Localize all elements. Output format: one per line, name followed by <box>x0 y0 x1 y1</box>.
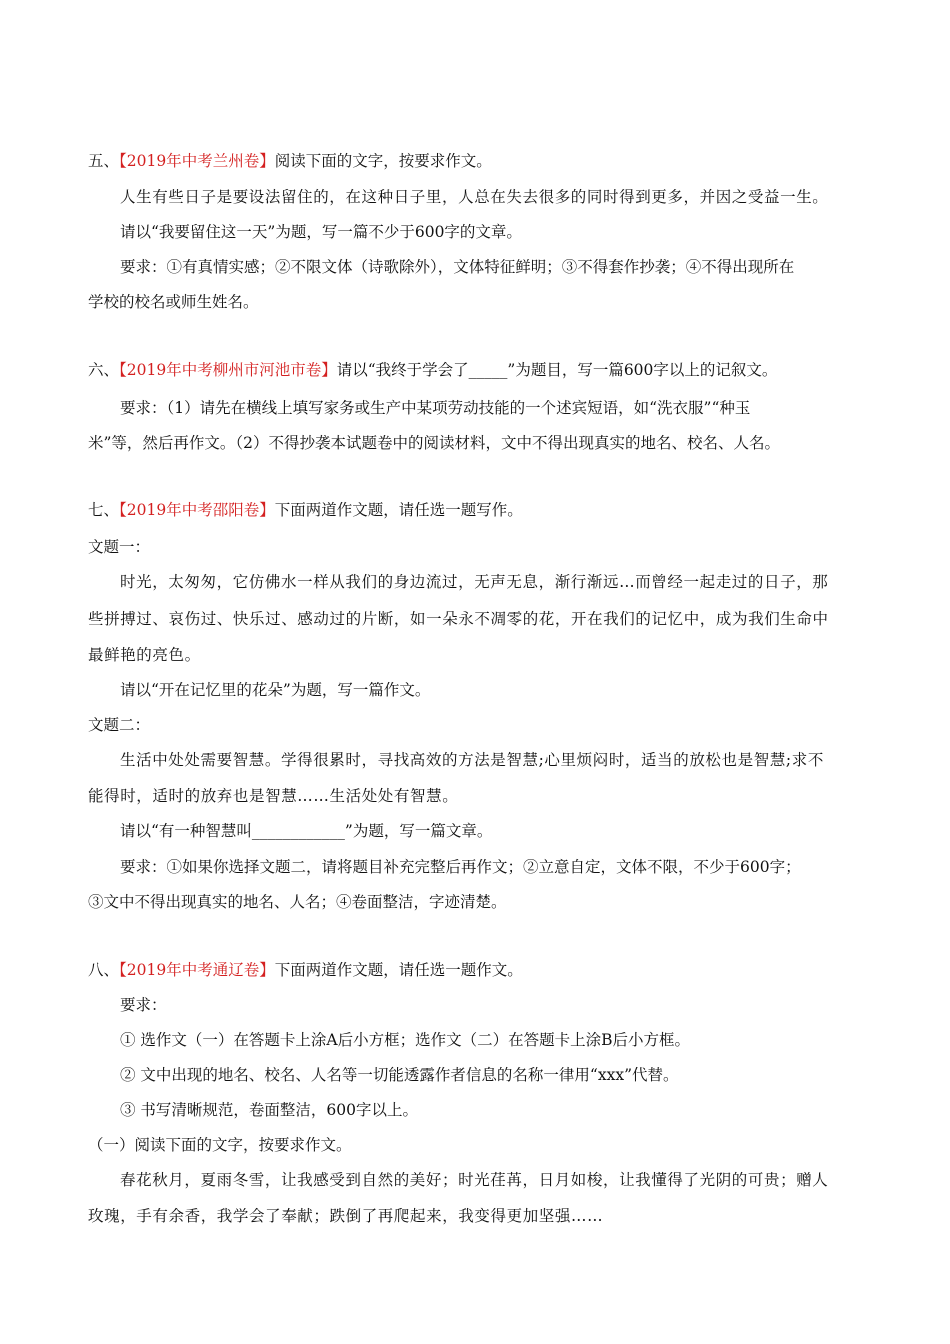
question-6-heading <box>88 360 777 380</box>
requirements-continued: ③文中不得出现真实的地名、人名；④卷面整洁，字迹清楚。 <box>88 893 507 911</box>
sub-topic-1-material-continued: 玫瑰，手有余香，我学会了奉献；跌倒了再爬起来，我变得更加坚强…… <box>88 1207 604 1225</box>
question-8-heading <box>88 960 523 980</box>
question-number: 八、 <box>88 961 120 979</box>
exam-source: 【2019年中考邵阳卷】 <box>119 501 275 519</box>
topic-2-label: 文题二： <box>88 716 151 734</box>
exam-source: 【2019年中考柳州市河池市卷】 <box>119 361 337 379</box>
question-instruction: 下面两道作文题，请任选一题写作。 <box>274 501 523 519</box>
topic-1-material-end: 最鲜艳的亮色。 <box>88 646 201 664</box>
question-7-heading <box>88 500 523 520</box>
topic-2-material: 生活中处处需要智慧。学得很累时，寻找高效的方法是智慧;心里烦闷时，适当的放松也是智慧;求不 <box>120 751 824 769</box>
sub-topic-1-material: 春花秋月，夏雨冬雪，让我感受到自然的美好；时光荏苒，日月如梭，让我懂得了光阴的可贵；赠人 <box>120 1171 829 1189</box>
question-number: 六、 <box>88 361 120 379</box>
topic-1-material: 时光，太匆匆，它仿佛水一样从我们的身边流过，无声无息，渐行渐远…而曾经一起走过的日子，那 <box>120 573 829 591</box>
requirement-1: ① 选作文（一）在答题卡上涂A后小方框；选作文（二）在答题卡上涂B后小方框。 <box>120 1031 691 1049</box>
requirements-continued: 学校的校名或师生姓名。 <box>88 293 259 311</box>
requirement-2: ② 文中出现的地名、校名、人名等一切能透露作者信息的名称一律用“xxx”代替。 <box>120 1066 679 1084</box>
topic-2-material-continued: 能得时，适时的放弃也是智慧……生活处处有智慧。 <box>88 787 459 805</box>
topic-1-material-continued: 些拼搏过、哀伤过、快乐过、感动过的片断，如一朵永不凋零的花，开在我们的记忆中，成为我们生命中 <box>88 610 829 628</box>
question-5-heading <box>88 151 492 171</box>
question-number: 七、 <box>88 501 120 519</box>
exam-source: 【2019年中考通辽卷】 <box>119 961 275 979</box>
exam-source: 【2019年中考兰州卷】 <box>119 152 275 170</box>
writing-task: 请以“我要留住这一天”为题，写一篇不少于600字的文章。 <box>120 223 522 241</box>
question-number: 五、 <box>88 152 120 170</box>
topic-1-task: 请以“开在记忆里的花朵”为题，写一篇作文。 <box>120 681 431 699</box>
question-instruction: 下面两道作文题，请任选一题作文。 <box>274 961 523 979</box>
requirements: 要求：①如果你选择文题二，请将题目补充完整后再作文；②立意自定，文体不限，不少于600字； <box>120 858 801 876</box>
material-text: 人生有些日子是要设法留住的，在这种日子里，人总在失去很多的同时得到更多，并因之受益一生。 <box>120 188 829 206</box>
sub-topic-1-title: （一）阅读下面的文字，按要求作文。 <box>88 1136 352 1154</box>
topic-1-label: 文题一： <box>88 538 151 556</box>
requirement-3: ③ 书写清晰规范，卷面整洁，600字以上。 <box>120 1101 419 1119</box>
question-instruction: 阅读下面的文字，按要求作文。 <box>274 152 492 170</box>
topic-2-task: 请以“有一种智慧叫____________”为题，写一篇文章。 <box>120 822 493 840</box>
requirements: 要求：（1）请先在横线上填写家务或生产中某项劳动技能的一个述宾短语，如“洗衣服”“种玉 <box>120 399 751 417</box>
requirements: 要求：①有真情实感；②不限文体（诗歌除外），文体特征鲜明；③不得套作抄袭；④不得出现所在 <box>120 258 795 276</box>
requirements-label: 要求： <box>120 996 167 1014</box>
question-instruction: 请以“我终于学会了_____”为题目，写一篇600字以上的记叙文。 <box>336 361 778 379</box>
requirements-continued: 米”等，然后再作文。（2）不得抄袭本试题卷中的阅读材料，文中不得出现真实的地名、校名、人名。 <box>88 434 781 452</box>
